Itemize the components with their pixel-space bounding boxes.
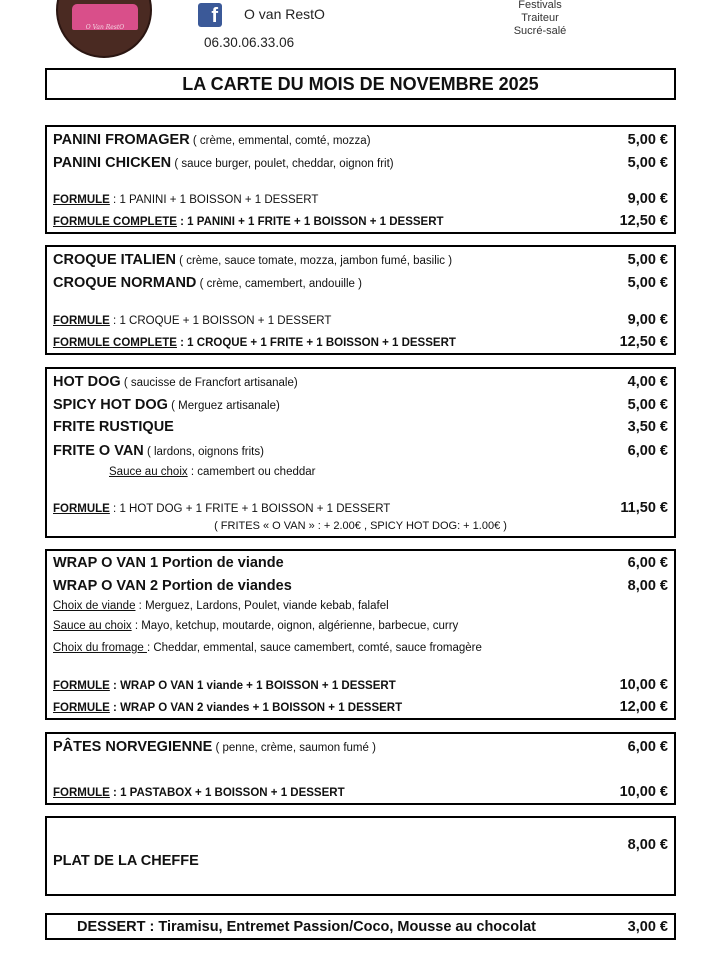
formula-price: 11,50 €: [620, 500, 668, 516]
formula-row: [53, 784, 668, 800]
item-price: 6,00 €: [627, 739, 668, 755]
item-name: CROQUE ITALIEN: [53, 252, 176, 268]
formula-label: FORMULE: [53, 194, 110, 206]
item-name: PLAT DE LA CHEFFE: [53, 853, 199, 869]
dessert-price: 3,00 €: [627, 919, 668, 935]
item-desc: ( lardons, oignons frits): [143, 446, 264, 458]
menu-item: [53, 251, 668, 269]
item-price: 5,00 €: [627, 132, 668, 148]
menu-title: LA CARTE DU MOIS DE NOVEMBRE 2025: [45, 68, 676, 100]
dessert-text: DESSERT : Tiramisu, Entremet Passion/Coco, Mousse au chocolat: [77, 919, 537, 935]
item-name: CROQUE NORMAND: [53, 275, 197, 291]
chef-dish-section: [45, 816, 676, 896]
formula-text: : 1 CROQUE + 1 FRITE + 1 BOISSON + 1 DESSERT: [176, 337, 456, 349]
formula-label: FORMULE: [53, 680, 110, 692]
formula-price: 9,00 €: [627, 191, 668, 207]
formula-price: 12,50 €: [619, 334, 668, 350]
formula-label: FORMULE: [53, 787, 110, 799]
item-price: 3,50 €: [627, 419, 668, 435]
item-name: PANINI FROMAGER: [53, 132, 190, 148]
chef-dish-name-row: [53, 853, 668, 869]
sauce-label: Sauce au choix: [109, 466, 188, 478]
menu-item: [53, 154, 668, 172]
formula-price: 9,00 €: [627, 312, 668, 328]
item-desc: ( crème, emmental, comté, mozza): [189, 135, 371, 147]
item-price: 6,00 €: [627, 443, 668, 459]
wrap-option: [53, 642, 668, 654]
hotdog-section: [45, 367, 676, 538]
formula-row: [53, 699, 668, 715]
item-name: SPICY HOT DOG: [53, 397, 168, 413]
formula-price: 12,50 €: [619, 213, 668, 229]
facebook-name: O van RestO: [244, 6, 325, 22]
logo: [56, 0, 152, 58]
dessert-section: [45, 913, 676, 940]
menu-item: [53, 373, 668, 391]
croque-section: [45, 245, 676, 355]
pasta-section: [45, 732, 676, 805]
wrap-option: [53, 620, 668, 632]
item-name: WRAP O VAN 2 Portion de viandes: [53, 578, 292, 594]
formula-text: : 1 PANINI + 1 BOISSON + 1 DESSERT: [109, 194, 319, 206]
option-label: Sauce au choix: [53, 620, 132, 632]
chef-dish-price-row: [53, 837, 668, 853]
panini-section: [45, 125, 676, 234]
logo-text: O Van RestO: [85, 24, 125, 31]
formula-text: : 1 PANINI + 1 FRITE + 1 BOISSON + 1 DESSERT: [176, 216, 444, 228]
wrap-option: [53, 600, 668, 612]
menu-item: [53, 419, 668, 435]
option-text: : Mayo, ketchup, moutarde, oignon, algérienne, barbecue, curry: [131, 620, 459, 632]
item-name: HOT DOG: [53, 374, 121, 390]
formula-text: : 1 CROQUE + 1 BOISSON + 1 DESSERT: [109, 315, 332, 327]
formula-row: [53, 500, 668, 516]
item-desc: ( saucisse de Francfort artisanale): [120, 377, 298, 389]
services-list: [500, 0, 580, 38]
formula-label: FORMULE COMPLETE: [53, 337, 177, 349]
formula-complete-row: [53, 213, 668, 229]
item-desc: ( Merguez artisanale): [167, 400, 280, 412]
phone-number: 06.30.06.33.06: [204, 35, 295, 50]
item-price: 5,00 €: [627, 252, 668, 268]
formula-row: [53, 312, 668, 328]
item-name: PANINI CHICKEN: [53, 155, 172, 171]
sauce-text: : camembert ou cheddar: [187, 466, 316, 478]
menu-item: [53, 555, 668, 571]
item-desc: ( crème, camembert, andouille ): [196, 278, 362, 290]
formula-price: 12,00 €: [619, 699, 668, 715]
formula-price: 10,00 €: [619, 784, 668, 800]
formula-price: 10,00 €: [619, 677, 668, 693]
item-price: 8,00 €: [627, 837, 668, 853]
option-text: : Merguez, Lardons, Poulet, viande kebab, falafel: [135, 600, 389, 612]
menu-item: [53, 131, 668, 149]
facebook-icon[interactable]: f: [198, 3, 222, 27]
formula-row: [53, 677, 668, 693]
item-price: 5,00 €: [627, 397, 668, 413]
option-text: : Cheddar, emmental, sauce camembert, comté, sauce fromagère: [146, 642, 482, 654]
supplement-note: ( FRITES « O VAN » : + 2.00€ , SPICY HOT DOG: + 1.00€ ): [214, 520, 507, 532]
formula-text: : WRAP O VAN 2 viandes + 1 BOISSON + 1 DESSERT: [109, 702, 403, 714]
formula-label: FORMULE: [53, 503, 110, 515]
formula-text: : WRAP O VAN 1 viande + 1 BOISSON + 1 DESSERT: [109, 680, 396, 692]
item-desc: ( penne, crème, saumon fumé ): [212, 742, 376, 754]
item-name: FRITE RUSTIQUE: [53, 419, 174, 435]
item-price: 6,00 €: [627, 555, 668, 571]
menu-item: [53, 578, 668, 594]
formula-label: FORMULE: [53, 315, 110, 327]
item-name: FRITE O VAN: [53, 443, 144, 459]
service-item: Festivals: [518, 0, 562, 11]
item-name: WRAP O VAN 1 Portion de viande: [53, 555, 284, 571]
item-price: 4,00 €: [627, 374, 668, 390]
service-item: Traiteur: [521, 12, 559, 24]
item-price: 5,00 €: [627, 155, 668, 171]
formula-label: FORMULE: [53, 702, 110, 714]
wrap-section: [45, 549, 676, 720]
service-item: Sucré-salé: [513, 25, 567, 37]
formula-label: FORMULE COMPLETE: [53, 216, 177, 228]
item-price: 5,00 €: [627, 275, 668, 291]
menu-item: [53, 738, 668, 756]
menu-item: [53, 274, 668, 292]
dessert-row: [77, 919, 668, 935]
menu-item: [53, 396, 668, 414]
item-price: 8,00 €: [627, 578, 668, 594]
item-desc: ( crème, sauce tomate, mozza, jambon fumé, basilic ): [175, 255, 453, 267]
option-label: Choix du fromage: [53, 642, 147, 654]
formula-row: [53, 191, 668, 207]
menu-item: [53, 442, 668, 460]
formula-complete-row: [53, 334, 668, 350]
formula-text: : 1 HOT DOG + 1 FRITE + 1 BOISSON + 1 DESSERT: [109, 503, 391, 515]
item-desc: ( sauce burger, poulet, cheddar, oignon frit): [171, 158, 394, 170]
sauce-choice: [109, 466, 668, 478]
item-name: PÂTES NORVEGIENNE: [53, 739, 213, 755]
formula-text: : 1 PASTABOX + 1 BOISSON + 1 DESSERT: [109, 787, 345, 799]
option-label: Choix de viande: [53, 600, 136, 612]
